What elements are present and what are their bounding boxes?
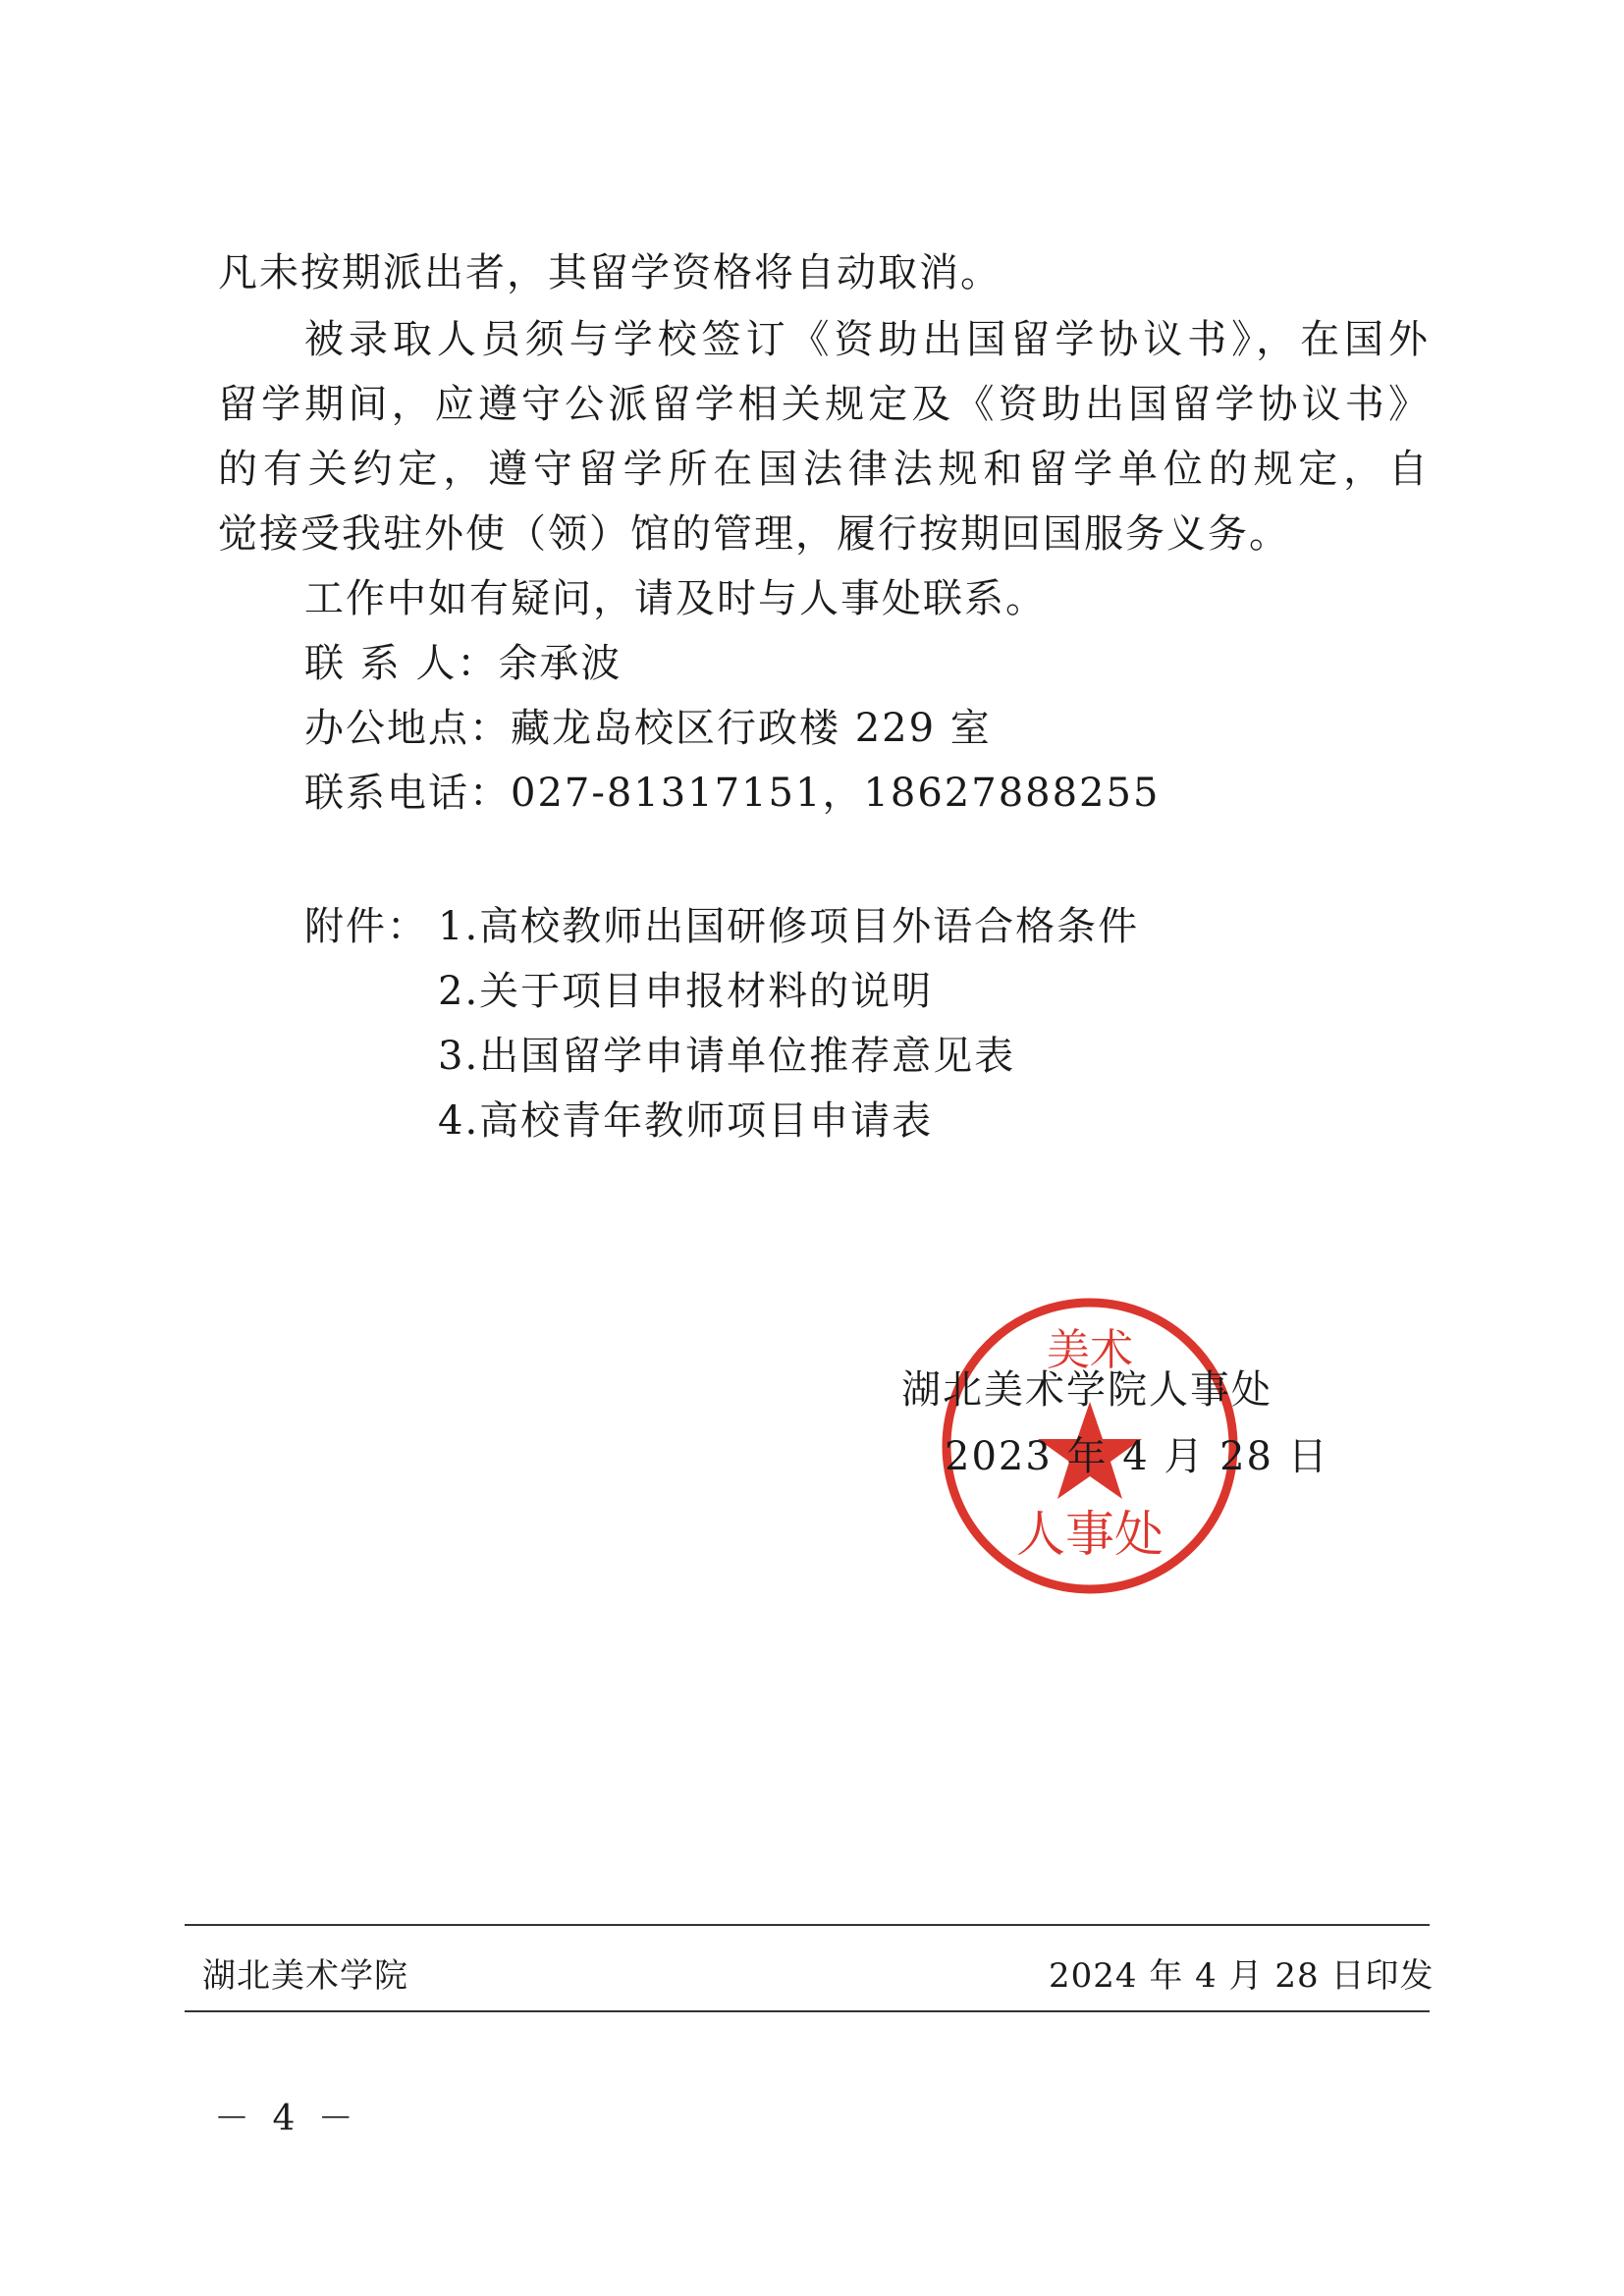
para2-line-1: 被录取人员须与学校签订《资助出国留学协议书》，在国外	[304, 317, 1428, 362]
footer-issuer: 湖北美术学院	[202, 1956, 408, 1996]
contact-person-label: 联 系 人：	[304, 641, 499, 686]
contact-office-row	[304, 705, 992, 752]
attachment-item-4: 4.高校青年教师项目申请表	[438, 1098, 934, 1144]
para3-line: 工作中如有疑问，请及时与人事处联系。	[304, 576, 1047, 621]
contact-person-value: 余承波	[498, 641, 623, 686]
contact-phone-row	[304, 770, 1160, 817]
para2-line-2: 留学期间，应遵守公派留学相关规定及《资助出国留学协议书》	[218, 382, 1428, 427]
footer-issue-date: 2024 年 4 月 28 日印发	[1049, 1956, 1435, 1996]
contact-office-value: 藏龙岛校区行政楼 229 室	[511, 706, 992, 751]
contact-phone-value: 027-81317151，18627888255	[511, 771, 1161, 816]
page-number: － 4 －	[214, 2099, 359, 2139]
signature-org: 湖北美术学院人事处	[901, 1367, 1272, 1413]
footer-bottom-rule	[185, 2010, 1430, 2012]
body-line-1: 凡未按期派出者，其留学资格将自动取消。	[218, 250, 1001, 295]
signature-date: 2023 年 4 月 28 日	[945, 1434, 1329, 1479]
footer-top-rule	[185, 1924, 1430, 1926]
seal-bottom-text: 人事处	[1016, 1506, 1164, 1563]
para2-line-4: 觉接受我驻外使（领）馆的管理，履行按期回国服务义务。	[218, 511, 1290, 557]
attachment-item-1: 1.高校教师出国研修项目外语合格条件	[438, 904, 1140, 949]
contact-office-label: 办公地点：	[304, 706, 511, 751]
para2-line-3: 的有关约定，遵守留学所在国法律法规和留学单位的规定，自	[218, 447, 1428, 492]
contact-person-row	[304, 640, 622, 687]
seal-top-text: 美术	[1047, 1325, 1133, 1375]
attachments-label: 附件：	[304, 904, 428, 949]
contact-phone-label: 联系电话：	[304, 771, 511, 816]
attachment-item-2: 2.关于项目申报材料的说明	[438, 969, 934, 1014]
attachment-item-3: 3.出国留学申请单位推荐意见表	[438, 1034, 1016, 1079]
